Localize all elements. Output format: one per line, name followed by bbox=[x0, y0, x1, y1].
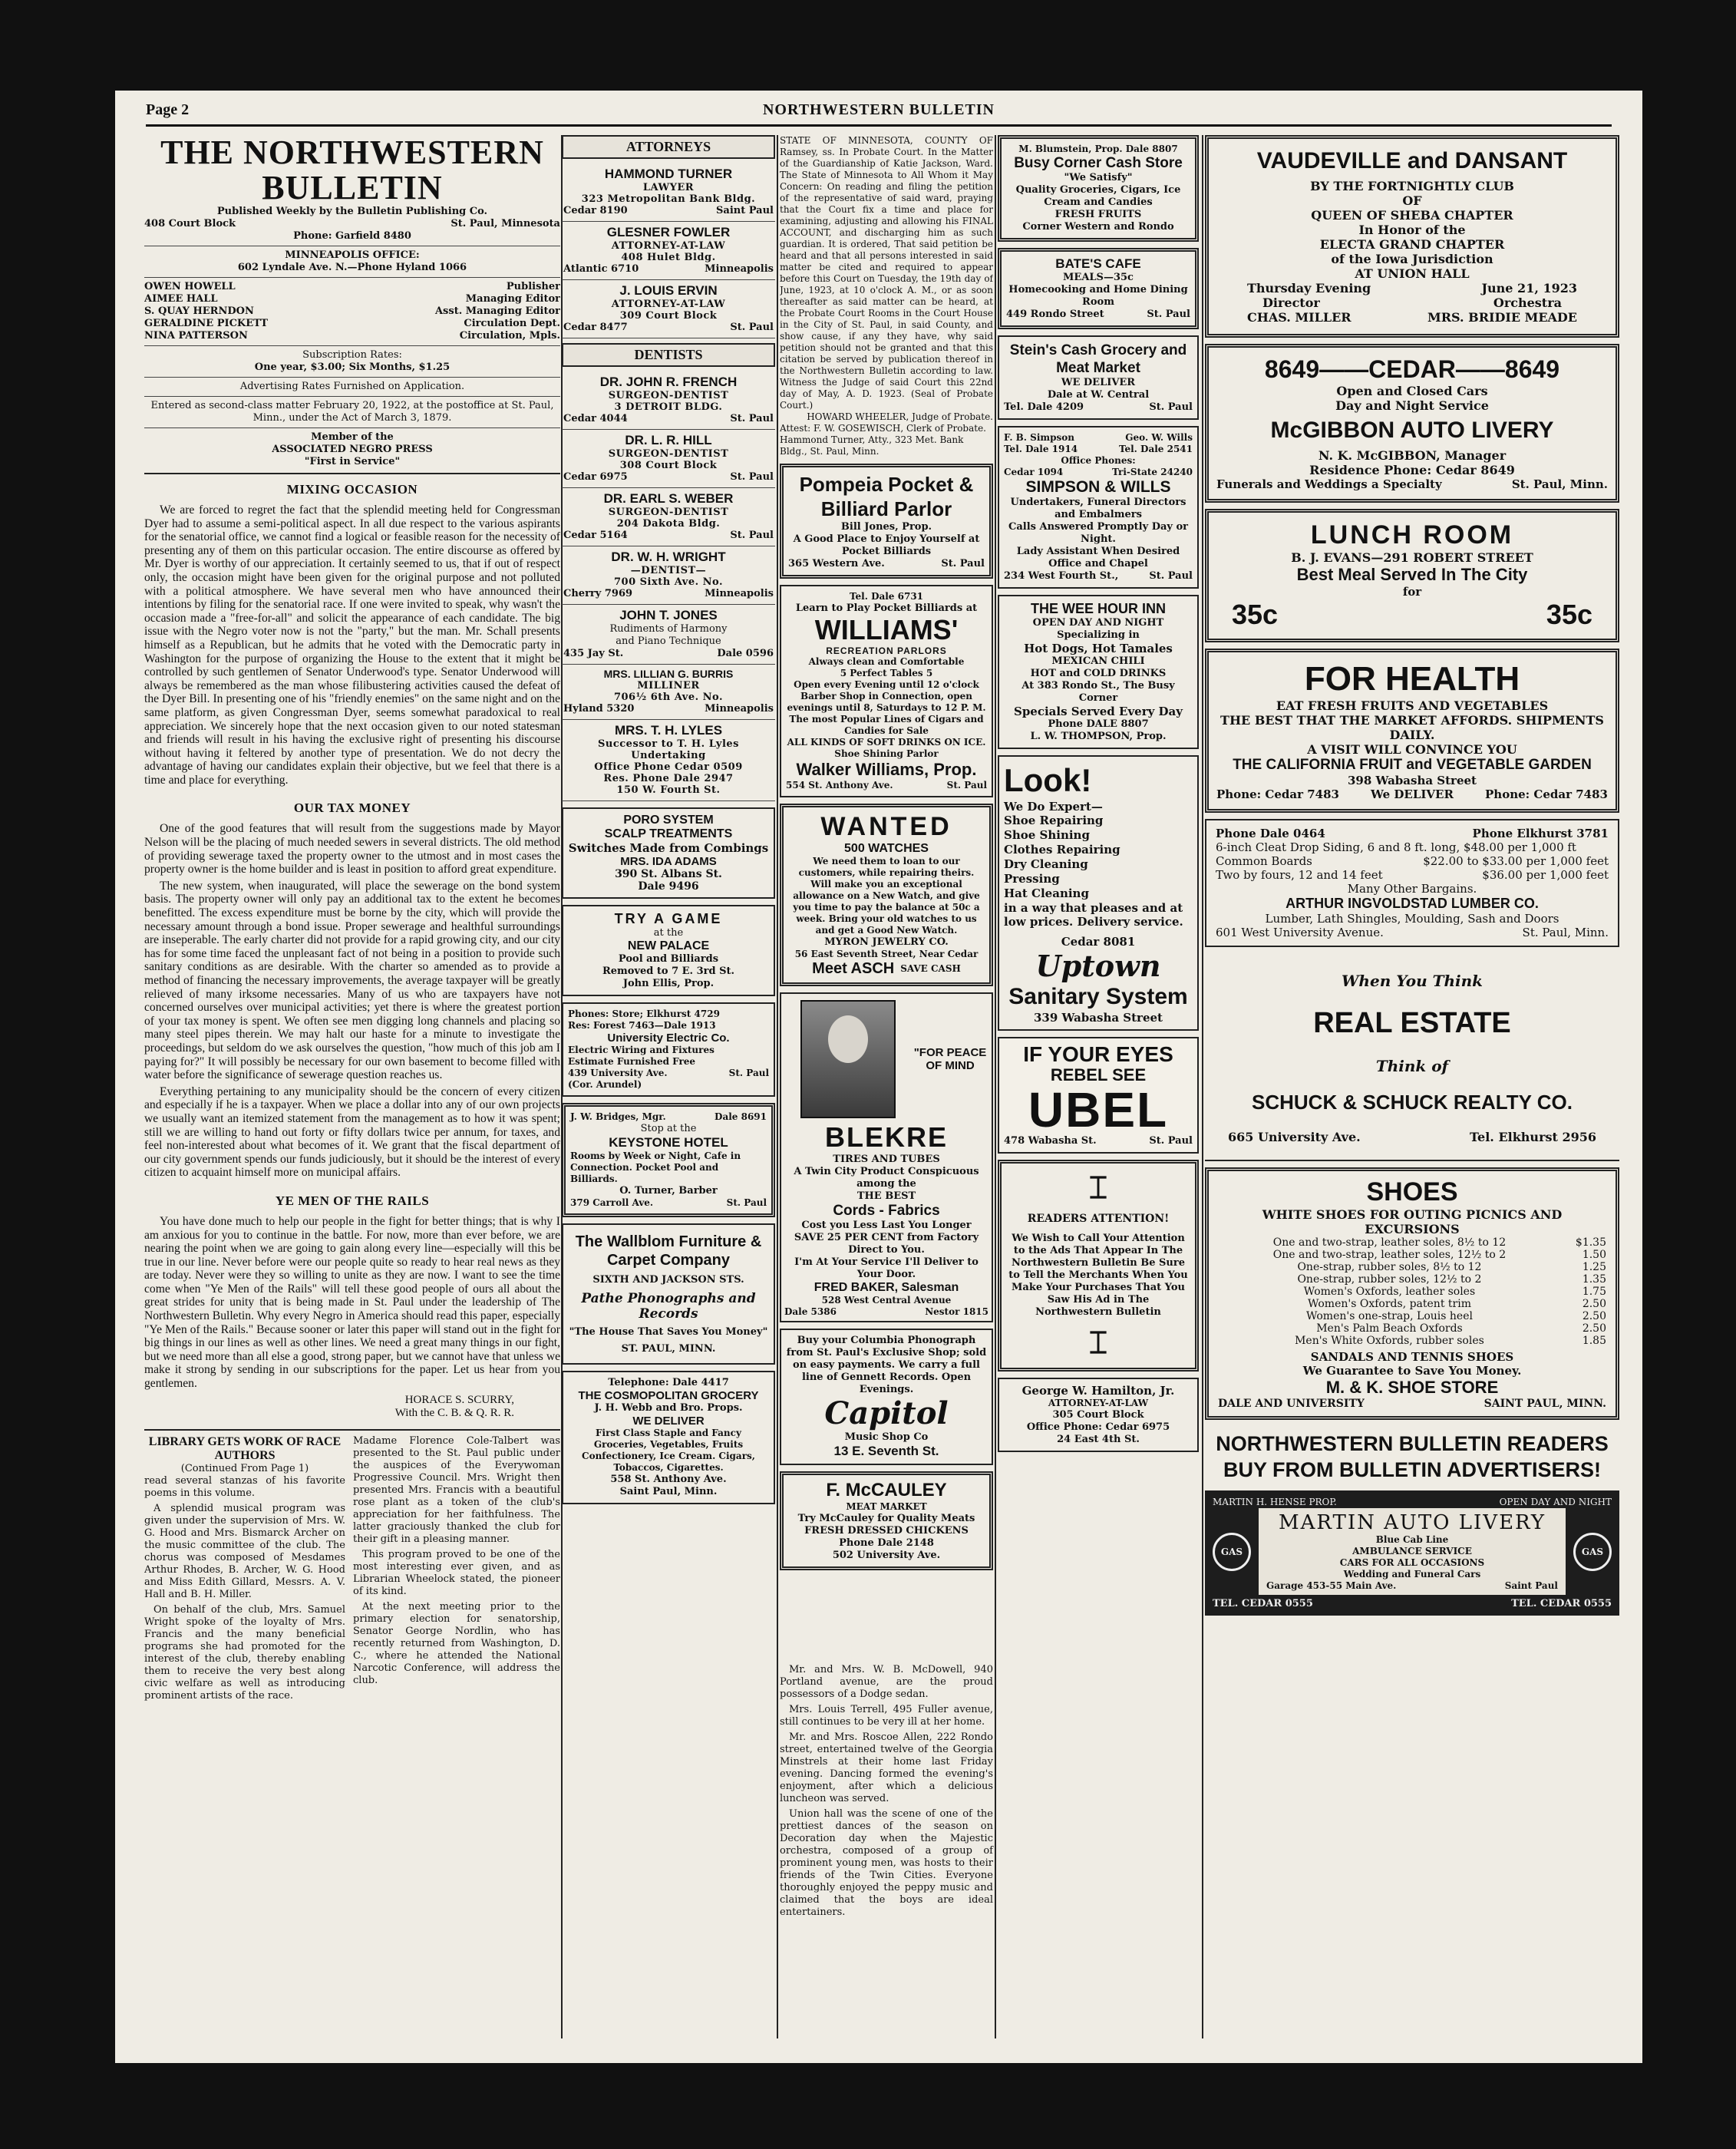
ornament-icon: ⌶ bbox=[1089, 1170, 1107, 1206]
gas-logo-icon: GAS bbox=[1573, 1533, 1612, 1571]
attorney-card: GLESNER FOWLER ATTORNEY-AT-LAW 408 Hulet Bldg. Atlantic 6710 Minneapolis bbox=[562, 222, 775, 280]
page-number: Page 2 bbox=[146, 101, 190, 118]
mpls-office-address: 602 Lyndale Ave. N.—Phone Hyland 1066 bbox=[237, 262, 467, 273]
society-note: Union hall was the scene of one of the prettiest dances of the season on Decoration day when the Majestic orchestra, composed of a group of prominent young men, was hosts to their friends of the Twin Cities. Everyone thoroughly enjoyed the peppy music and claimed that the boys are ideal entertainers. bbox=[780, 1808, 993, 1918]
busy-corner-ad: M. Blumstein, Prop. Dale 8807 Busy Corner Cash Store "We Satisfy" Quality Groceries, Cigars, Ice Cream and Candies FRESH FRUITS Corner Western and Rondo bbox=[998, 135, 1199, 242]
subscription-rates: One year, $3.00; Six Months, $1.25 bbox=[254, 361, 451, 373]
masthead-phone: Phone: Garfield 8480 bbox=[293, 230, 411, 242]
wallblom-ad: The Wallblom Furniture & Carpet Company SIXTH AND JACKSON STS. Pathe Phonographs and Records "The House That Saves You Money" ST. PAUL, MINN. bbox=[562, 1223, 775, 1365]
dentists-heading: DENTISTS bbox=[562, 343, 775, 367]
probate-notice: STATE OF MINNESOTA, COUNTY OF Ramsey, ss. In Probate Court. In the Matter of the Guardianship of Katie Jackson, Ward. The State of Minnesota to All Whom it May Concern: On reading and filing the petition of the representative of said ward, praying that the Court fix a time and place for examining, adjusting and allowing his FINAL ACCOUNT, and discharging him as such guardian. It is ordered, That said petition be heard and that all persons interested in said matter be cited and required to appear before this Court on Tuesday, the 19th day of June, 1923, at 10 o'clock A. M., or as soon thereafter as said matter can be heard, at the Probate Court Rooms in the Court House in the City of St. Paul, in said County, and show cause, if any they have, why said petition should not be granted and that this citation be served by publication thereof in the Northwestern Bulletin according to law. Witness the Judge of said Court this 22nd day of May, A. D. 1923. (Seal of Probate Court.) bbox=[780, 135, 993, 411]
editorial-signature: HORACE S. SCURRY, bbox=[404, 1393, 514, 1406]
society-note: Mr. and Mrs. W. B. McDowell, 940 Portland avenue, are the proud possessors of a Dodge sedan. bbox=[780, 1664, 993, 1700]
library-paragraph: read several stanzas of his favorite poems in this volume. bbox=[144, 1474, 345, 1499]
column-rule bbox=[995, 135, 996, 2038]
society-notes bbox=[780, 1664, 993, 1922]
probate-attorney: Hammond Turner, Atty., 323 Met. Bank Bldg., St. Paul, Minn. bbox=[780, 434, 964, 457]
library-paragraph: Madame Florence Cole-Talbert was presented to the St. Paul public under the auspices of the Everywoman Progressive Council. Mrs. Wright then presented Mrs. Francis with a beautiful rose plant as a token of the club's appreciation for her faithfulness. The latter graciously thanked the club for their gift in a pleasing manner. bbox=[353, 1434, 560, 1545]
ubel-ad: IF YOUR EYES REBEL SEE UBEL 478 Wabasha St. St. Paul bbox=[998, 1037, 1199, 1154]
editorial-body: Everything pertaining to any municipality should be the concern of every citizen and especially if he is a taxpayer. When we place a dollar into any of our own projects we usually want an itemized statement from the management as to how it was spent; still we are willing to hand out forty or fifty dollars twice per annum, for taxes, and feel non-interested about what becomes of it. We grant that the fiscal department of our city government spends our funds judiciously, but it should be the interest of every citizen to acquaint himself more on municipal affairs. bbox=[144, 1084, 560, 1180]
staff-list bbox=[144, 281, 560, 342]
paper-name: NORTHWESTERN BULLETIN bbox=[762, 101, 995, 118]
vaudeville-ad: VAUDEVILLE and DANSANT BY THE FORTNIGHTLY CLUB OF QUEEN OF SHEBA CHAPTER In Honor of the ELECTA GRAND CHAPTER of the Iowa Jurisdiction AT UNION HALL Thursday Evening June 21, 1923 Director Orchestra CHAS. MILLER MRS. BRIDIE MEADE bbox=[1205, 135, 1619, 338]
mcgibbon-ad: 8649——CEDAR——8649 Open and Closed Cars Day and Night Service McGIBBON AUTO LIVERY N. K. McGIBBON, Manager Residence Phone: Cedar 8649 Funerals and Weddings a Specialty St. Paul, Minn. bbox=[1205, 344, 1619, 503]
shoe-price-list: One and two-strap, leather soles, 8½ to 12 $1.35 One and two-strap, leather soles, 12½ to 2 1.50 One-strap, rubber soles, 8½ to 12 1.25 One-strap, rubber soles, 12½ to 2 1.35 Women's Oxfords, leather soles 1.75 Women's Oxfords, patent trim 2.50 Women's one-strap, Louis heel 2.50 Men's Palm Beach Oxfords 2.50 Men's White Oxfords, rubber soles 1.85 bbox=[1272, 1236, 1606, 1347]
lyles-card: MRS. T. H. LYLES Successor to T. H. Lyles Undertaking Office Phone Cedar 0509 Res. Phone Dale 2947 150 W. Fourth St. bbox=[562, 720, 775, 801]
dentist-card: DR. JOHN R. FRENCH SURGEON-DENTIST 3 DETROIT BLDG. Cedar 4044 St. Paul bbox=[562, 371, 775, 430]
staff-row: OWEN HOWELL Publisher bbox=[144, 281, 560, 292]
for-health-ad: FOR HEALTH EAT FRESH FRUITS AND VEGETABLES THE BEST THAT THE MARKET AFFORDS. SHIPMENTS DAILY. A VISIT WILL CONVINCE YOU THE CALIFORNIA FRUIT and VEGETABLE GARDEN 398 Wabasha Street Phone: Cedar 7483 We DELIVER Phone: Cedar 7483 bbox=[1205, 649, 1619, 813]
williams-ad: Tel. Dale 6731 Learn to Play Pocket Billiards at WILLIAMS' RECREATION PARLORS Always clean and Comfortable 5 Perfect Tables 5 Open every Evening until 12 o'clock Barber Shop in Connection, open evenings until 8, Saturdays to 12 P. M. The most Popular Lines of Cigars and Candies for Sale ALL KINDS OF SOFT DRINKS ON ICE. Shoe Shining Parlor Walker Williams, Prop. 554 St. Anthony Ave. St. Paul bbox=[780, 585, 993, 797]
realty-ad: When You Think REAL ESTATE Think of SCHUCK & SCHUCK REALTY CO. 665 University Ave. Tel. Elkhurst 2956 bbox=[1205, 953, 1619, 1161]
masthead-published: Published Weekly by the Bulletin Publishing Co. bbox=[216, 206, 488, 217]
dentist-card: DR. L. R. HILL SURGEON-DENTIST 308 Court Block Cedar 6975 St. Paul bbox=[562, 430, 775, 488]
steins-grocery-ad: Stein's Cash Grocery and Meat Market WE DELIVER Dale at W. Central Tel. Dale 4209 St. Paul bbox=[998, 335, 1199, 420]
column-rule bbox=[777, 135, 778, 2038]
page-header bbox=[146, 101, 1612, 127]
mccauley-ad: F. McCAULEY MEAT MARKET Try McCauley for Quality Meats FRESH DRESSED CHICKENS Phone Dale 2148 502 University Ave. bbox=[780, 1471, 993, 1570]
staff-row: GERALDINE PICKETT Circulation Dept. bbox=[144, 318, 560, 329]
attorney-card: HAMMOND TURNER LAWYER 323 Metropolitan Bank Bldg. Cedar 8190 Saint Paul bbox=[562, 163, 775, 222]
library-article bbox=[144, 1435, 560, 1705]
society-note: Mrs. Louis Terrell, 495 Fuller avenue, still continues to be very ill at her home. bbox=[780, 1704, 993, 1728]
notices-column bbox=[780, 135, 993, 1576]
capitol-logo: Capitol bbox=[824, 1395, 949, 1431]
member-label: Member of the bbox=[311, 431, 394, 443]
editorial-title: OUR TAX MONEY bbox=[293, 801, 411, 816]
attorney-card: J. LOUIS ERVIN ATTORNEY-AT-LAW 309 Court Block Cedar 8477 St. Paul bbox=[562, 280, 775, 338]
staff-row: S. QUAY HERNDON Asst. Managing Editor bbox=[144, 305, 560, 317]
editorial-body: One of the good features that will result from the suggestions made by Mayor Nelson will be the placing of much needed sewers in several districts. The old method of providing sewerage taxed the property owner to the utmost and in most cases the property owner is the home builder and is least in position to afford great expenditure. bbox=[144, 822, 560, 876]
editorial-body: You have done much to help our people in the fight for better things; that is why I am anxious for you to continue in the battle. For now, more than ever before, we are nearing the point when we are going to gain along every line—especially will this be true in our line. Never before were our people quite so ready to hear real news as they are today. Never were they so willing to unite as they are now. I want to see the time come when "Ye Men of the Rails" will tell these good people of ours all about the great strides for unity that is being made in St. Paul under the leadership of The Northwestern Bulletin. Why every Negro in America should read this paper, especially "Ye Men of the Rails." Because sooner or later this paper will stand out in the fight for big things in our lines as well as other lines. We need a great many things in our fight, but we need more than all else a good, strong paper, but we cannot have that unless we make it strong by sending in our subscriptions for the paper. Let us hear from you gentlemen. bbox=[144, 1214, 560, 1391]
ads-column bbox=[998, 135, 1199, 1458]
lumber-ad: Phone Dale 0464 Phone Elkhurst 3781 6-inch Cleat Drop Siding, 6 and 8 ft. long, $48.00 per 1,000 ft Common Boards $22.00 to $33.00 per 1,000 feet Two by fours, 12 and 14 feet $36.00 per 1,000 feet Many Other Bargains. ARTHUR INGVOLDSTAD LUMBER CO. Lumber, Lath Shingles, Moulding, Sash and Doors 601 West University Avenue. St. Paul, Minn. bbox=[1205, 819, 1619, 947]
directory-column bbox=[562, 135, 775, 1510]
editorial-title: MIXING OCCASION bbox=[286, 482, 418, 497]
library-paragraph: This program proved to be one of the most interesting ever given, and as Librarian Wheelock stated, the pioneer of its kind. bbox=[353, 1548, 560, 1597]
editorial-signature: With the C. B. & Q. R. R. bbox=[394, 1406, 514, 1419]
entry-note: Entered as second-class matter February 20, 1922, at the postoffice at St. Paul, Minn., under the Act of March 3, 1879. bbox=[150, 400, 554, 424]
newspaper-page bbox=[115, 91, 1642, 2063]
salesman-photo bbox=[800, 1000, 896, 1118]
poro-ad: PORO SYSTEM SCALP TREATMENTS Switches Made from Combings MRS. IDA ADAMS 390 St. Albans St. Dale 9496 bbox=[562, 807, 775, 899]
advertising-note: Advertising Rates Furnished on Application. bbox=[239, 381, 465, 392]
press-motto: "First in Service" bbox=[304, 456, 401, 467]
masthead-title: THE NORTHWESTERN BULLETIN bbox=[160, 135, 544, 206]
library-subtitle: (Continued From Page 1) bbox=[180, 1462, 309, 1474]
editorial-column bbox=[144, 135, 560, 1705]
right-ads-column bbox=[1205, 135, 1619, 1616]
cosmopolitan-grocery-ad: Telephone: Dale 4417 THE COSMOPOLITAN GROCERY J. H. Webb and Bro. Props. WE DELIVER First Class Staple and Fancy Groceries, Vegetables, Fruits Confectionery, Ice Cream. Cigars, Tobaccos, Cigarettes. 558 St. Anthony Ave. Saint Paul, Minn. bbox=[562, 1371, 775, 1504]
palace-ad: TRY A GAME at the NEW PALACE Pool and Billiards Removed to 7 E. 3rd St. John Ellis, Prop. bbox=[562, 905, 775, 996]
staff-row: NINA PATTERSON Circulation, Mpls. bbox=[144, 330, 560, 342]
readers-attention-ad: ⌶ READERS ATTENTION! We Wish to Call Your Attention to the Ads That Appear In The Northwestern Bulletin Be Sure to Tell the Merchants When You Make Your Purchases That You Saw His Ad in The Northwestern Bulletin ⌶ bbox=[998, 1160, 1199, 1372]
society-note: Mr. and Mrs. Roscoe Allen, 222 Rondo street, entertained twelve of the Georgia Minstrels at their home last Friday evening. Dancing formed the evening's enjoyment, after which a delicious luncheon was served. bbox=[780, 1731, 993, 1804]
library-title: LIBRARY GETS WORK OF RACE AUTHORS bbox=[148, 1434, 342, 1462]
wanted-ad: WANTED 500 WATCHES We need them to loan to our customers, while repairing theirs. Will make you an exceptional allowance on a New Watch, and give you time to pay the balance at 50c a week. Bring your old watches to us and get a Good New Watch. MYRON JEWELRY CO. 56 East Seventh Street, Near Cedar Meet ASCH SAVE CASH bbox=[780, 804, 993, 986]
ornament-icon: ⌶ bbox=[1089, 1325, 1107, 1361]
electric-ad: Phones: Store; Elkhurst 4729 Res: Forest 7463—Dale 1913 University Electric Co. Electric Wiring and Fixtures Estimate Furnished Free 439 University Ave. St. Paul (Cor. Arundel) bbox=[562, 1002, 775, 1097]
blekre-ad: "FOR PEACE OF MIND BLEKRE TIRES AND TUBES A Twin City Product Conspicuous among the THE BEST Cords - Fabrics Cost you Less Last You Longer SAVE 25 PER CENT from Factory Direct to You. I'm At Your Service I'll Deliver to Your Door. FRED BAKER, Salesman 528 West Central Avenue Dale 5386 Nestor 1815 bbox=[780, 992, 993, 1322]
mpls-office-label: MINNEAPOLIS OFFICE: bbox=[285, 249, 420, 261]
library-paragraph: A splendid musical program was given under the supervision of Mrs. W. G. Hood and Mrs. Bismarck Archer on the music committee of the club. The chorus was composed of Mesdames Arthur Rhodes, B. Archer, W. G. Hood and Miss Edith Gillard, Messrs. A. V. Hall and B. H. Miller. bbox=[144, 1502, 345, 1600]
keystone-hotel-ad: J. W. Bridges, Mgr. Dale 8691 Stop at the KEYSTONE HOTEL Rooms by Week or Night, Cafe in Connection. Pocket Pool and Billiards. O. Turner, Barber 379 Carroll Ave. St. Paul bbox=[562, 1103, 775, 1217]
editorial-title: YE MEN OF THE RAILS bbox=[275, 1193, 430, 1208]
masthead-address: 408 Court Block St. Paul, Minnesota bbox=[144, 218, 560, 229]
hamilton-card: George W. Hamilton, Jr. ATTORNEY-AT-LAW 305 Court Block Office Phone: Cedar 6975 24 East 4th St. bbox=[998, 1378, 1199, 1452]
wee-hour-inn-ad: THE WEE HOUR INN OPEN DAY AND NIGHT Specializing in Hot Dogs, Hot Tamales MEXICAN CHILI HOT and COLD DRINKS At 383 Rondo St., The Busy Corner Specials Served Every Day Phone DALE 8807 L. W. THOMPSON, Prop. bbox=[998, 595, 1199, 749]
dentist-card: DR. W. H. WRIGHT —DENTIST— 700 Sixth Ave. No. Cherry 7969 Minneapolis bbox=[562, 546, 775, 605]
probate-judge: HOWARD WHEELER, Judge of Probate. bbox=[807, 411, 993, 422]
gas-logo-icon: GAS bbox=[1213, 1533, 1251, 1571]
subscription-label: Subscription Rates: bbox=[302, 349, 402, 361]
probate-attest: Attest: F. W. GOSEWISCH, Clerk of Probate. bbox=[780, 423, 986, 434]
bates-cafe-ad: BATE'S CAFE MEALS—35c Homecooking and Home Dining Room 449 Rondo Street St. Paul bbox=[998, 248, 1199, 329]
shoes-ad: SHOES WHITE SHOES FOR OUTING PICNICS AND EXCURSIONS One and two-strap, leather soles, 8½ to 12 $1.35 One and two-strap, leather soles, 12½ to 2 1.50 One-strap, rubber soles, 8½ to 12 1.25 One-strap, rubber soles, 12½ to 2 1.35 Women's Oxfords, leather soles 1.75 Women's Oxfords, patent trim 2.50 Women's one-strap, Louis heel 2.50 Men's Palm Beach Oxfords 2.50 Men's White Oxfords, rubber soles 1.85 SANDALS AND TENNIS SHOES We Guarantee to Save You Money. M. & K. SHOE STORE DALE AND UNIVERSITY SAINT PAUL, MINN. bbox=[1205, 1167, 1619, 1420]
dentist-card: DR. EARL S. WEBER SURGEON-DENTIST 204 Dakota Bldg. Cedar 5164 St. Paul bbox=[562, 488, 775, 546]
staff-row: AIMEE HALL Managing Editor bbox=[144, 293, 560, 305]
music-teacher-card: JOHN T. JONES Rudiments of Harmony and Piano Technique 435 Jay St. Dale 0596 bbox=[562, 605, 775, 665]
slogan: NORTHWESTERN BULLETIN READERS BUY FROM BULLETIN ADVERTISERS! bbox=[1216, 1432, 1609, 1481]
columbia-ad: Buy your Columbia Phonograph from St. Paul's Exclusive Shop; sold on easy payments. We carry a full line of Gennett Records. Open Evenings. Capitol Music Shop Co 13 E. Seventh St. bbox=[780, 1329, 993, 1465]
editorial-body: We are forced to regret the fact that the splendid meeting held for Congressman Dyer had to assume a semi-political aspect. In all due respect to the various aspirants for the senatorial office, we cannot find a logical or feasible reason for the necessity of presenting any of them on this particular occasion. The entire discourse as offered by Mr. Dyer is worthy of our appreciation. It certainly seemed to us, that if out of respect only, the occasion might have been given for the original purpose and not polluted with a political atmosphere. We have several men who have announced their intentions by filing for the senatorial race. If one were invited to speak, why wasn't the occasion made a "free-for-all" and solicit the appearance of each candidate. The big issue with the Negro voter now is not the "party," but the man. Mr. Schall presents himself as a Republican, but he admits that he voted with the Democratic party in Washington for the purpose of organizing the House to the extent that it might be controlled by such gentlemen of Senator Underwood's type. Senator Underwood will always be remembered as the man whose filibustering activities caused the defeat of the Dyer Bill. In presenting one of his "friendly enemies" on the same night and on the same platform, as given Congressman Dyer, seems somewhat paradoxical to real appreciation. We sincerely hope that the next occasion given to our noted statesman and friends will result in his having the exclusive right of presenting his discourse without having it feltered by another type of presentation. We do not decry the advantage of having our candidates explain their objective, but we feel that there is a time and place for everything. bbox=[144, 503, 560, 787]
editorial-body: The new system, when inaugurated, will place the sewerage on the bond system basis. The property owner will only pay an additional tax to the extent he becomes benefitted. The excess expenditure must be borne by the city, which will provide the necessary amount through a bond issue. Proper sewerage and healthful surroundings are inseperable. The early charter did not provide for a rapid growing city, and our city has for some time faced the unpleasant fact of not being in a position to provide such sanitary conditions as are desirable. With the charter so amended as to provide a method of financing the necessary improvements, the average taxpayer will be greatly relieved of many irksome necessaries. Many of us who are taxpayers have not concerned ourselves over municipal activities; yet there is where the greatest portion of your tax money is spent. We often see men digging long channels and placing so many steel pipes therein. We may halt our haste for a minute to investigate the proceedings, but seldom do we ask ourselves the question, "how much of this job am I paying for?" It will possibly be necessary for our own basement to become filled with water before the significance of sewerage question reaches us. bbox=[144, 879, 560, 1082]
martin-auto-livery-ad: MARTIN H. HENSE PROP. OPEN DAY AND NIGHT GAS MARTIN AUTO LIVERY Blue Cab Line AMBULANCE SERVICE CARS FOR ALL OCCASIONS Wedding and Funeral Cars Garage 453-55 Main Ave. Saint Paul GAS TEL. CEDAR 0555 TEL. CEDAR 0555 bbox=[1205, 1490, 1619, 1616]
lunch-room-ad: LUNCH ROOM B. J. EVANS—291 ROBERT STREET Best Meal Served In The City for 35c 35c bbox=[1205, 509, 1619, 642]
press-name: ASSOCIATED NEGRO PRESS bbox=[272, 444, 433, 455]
column-rule bbox=[1202, 135, 1203, 2038]
library-paragraph: At the next meeting prior to the primary election for senatorship, Senator George Nordlin, who has recently returned from Washington, D. C., where he attended the National Narcotic Conference, will address the club. bbox=[353, 1600, 560, 1686]
uptown-sanitary-ad: Look! We Do Expert— Shoe Repairing Shoe Shining Clothes Repairing Dry Cleaning Pressing Hat Cleaning in a way that pleases and at low prices. Delivery service. Cedar 8081 Uptown Sanitary System 339 Wabasha Street bbox=[998, 755, 1199, 1031]
attorneys-heading: ATTORNEYS bbox=[562, 135, 775, 159]
milliner-card: MRS. LILLIAN G. BURRIS MILLINER 706½ 6th Ave. No. Hyland 5320 Minneapolis bbox=[562, 665, 775, 720]
simpson-wills-ad: F. B. Simpson Geo. W. Wills Tel. Dale 1914 Tel. Dale 2541 Office Phones: Cedar 1094 Tri-State 24240 SIMPSON & WILLS Undertakers, Funeral Directors and Embalmers Calls Answered Promptly Day or Night. Lady Assistant When Desired Office and Chapel 234 West Fourth St., St. Paul bbox=[998, 426, 1199, 589]
pompeia-ad: Pompeia Pocket & Billiard Parlor Bill Jones, Prop. A Good Place to Enjoy Yourself at Pocket Billiards 365 Western Ave. St. Paul bbox=[780, 464, 993, 579]
library-paragraph: On behalf of the club, Mrs. Samuel Wright spoke of the loyalty of Mrs. Francis and the many beneficial programs she had promoted for the interest of the club, thereby enabling them to receive the very best along civic welfare as well as introducing prominent artists of the race. bbox=[144, 1603, 345, 1702]
